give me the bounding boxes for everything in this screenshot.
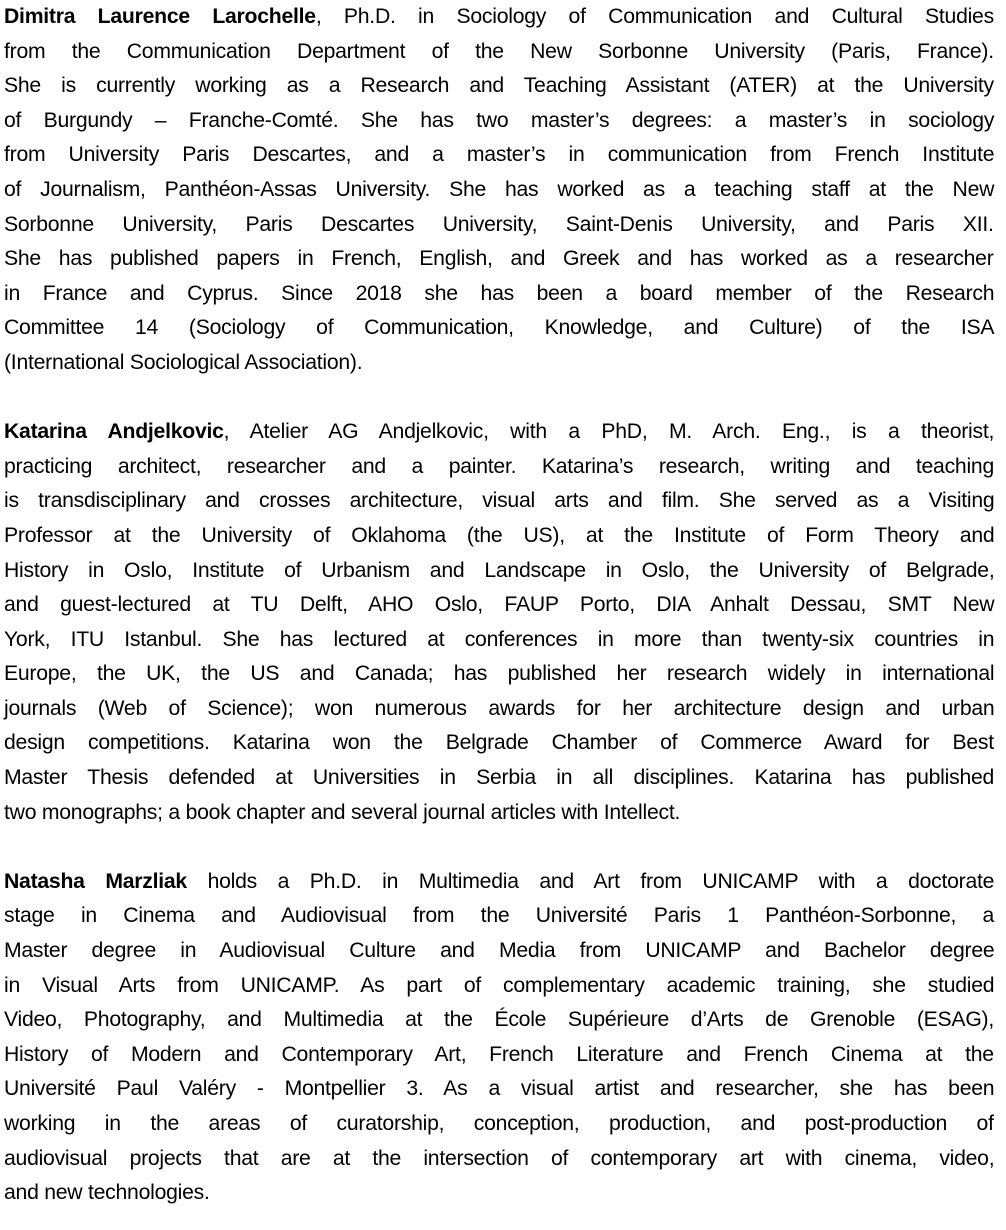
bio-line: She has published papers in French, English, and Greek and has worked as a researcher (4, 247, 994, 271)
bio-line: Committee 14 (Sociology of Communication, Knowledge, and Culture) of the ISA (4, 316, 995, 340)
bio-line (4, 415, 994, 450)
bio-line: working in the areas of curatorship, conception, production, and post-production of (4, 1112, 994, 1135)
bio-line (4, 0, 994, 35)
author-name: Natasha Marzliak (4, 869, 187, 893)
author-name: Katarina Andjelkovic (4, 420, 224, 444)
bio-line: journals (Web of Science); won numerous awards for her architecture design and urban (4, 696, 995, 720)
bio-line: and new technologies. (4, 1181, 210, 1205)
bio-line: from the Communication Department of the New Sorbonne University (Paris, France). (4, 39, 994, 63)
bio-line: Sorbonne University, Paris Descartes University, Saint-Denis University, and Paris XII. (4, 212, 994, 236)
bio-line: Video, Photography, and Multimedia at the École Supérieure d’Arts de Grenoble (ESAG), (4, 1008, 994, 1032)
bio-text: , Atelier AG Andjelkovic, with a PhD, M. Arch. Eng., is a theorist, (223, 420, 995, 444)
bio-line: Professor at the University of Oklahoma (the US), at the Institute of Form Theory and (4, 523, 995, 547)
bio-line: in Visual Arts from UNICAMP. As part of complementary academic training, she studied (4, 973, 995, 997)
bio-text: holds a Ph.D. in Multimedia and Art from UNICAMP with a doctorate (186, 869, 995, 893)
bio-katarina-andjelkovic (4, 415, 994, 830)
bio-line: of Journalism, Panthéon-Assas University. She has worked as a teaching staff at the New (4, 177, 995, 201)
author-name: Dimitra Laurence Larochelle (4, 5, 316, 28)
bio-line: from University Paris Descartes, and a master’s in communication from French Institute (4, 143, 995, 167)
bio-line: practicing architect, researcher and a painter. Katarina’s research, writing and teaching (4, 454, 994, 478)
bio-dimitra-larochelle (4, 0, 994, 381)
bio-line: History of Modern and Contemporary Art, French Literature and French Cinema at the (4, 1042, 994, 1066)
bio-line: Master Thesis defended at Universities in Serbia in all disciplines. Katarina has published (4, 766, 995, 790)
bio-line: and guest-lectured at TU Delft, AHO Oslo, FAUP Porto, DIA Anhalt Dessau, SMT New (4, 593, 995, 617)
bio-line: of Burgundy – Franche-Comté. She has two master’s degrees: a master’s in sociology (4, 108, 995, 132)
paragraph-spacer (4, 830, 994, 865)
bio-line: York, ITU Istanbul. She has lectured at conferences in more than twenty-six countries in (4, 627, 995, 651)
bio-line: is transdisciplinary and crosses architecture, visual arts and film. She served as a Visiting (4, 489, 995, 513)
bio-line: Université Paul Valéry - Montpellier 3. As a visual artist and researcher, she has been (4, 1077, 995, 1101)
bio-line: Master degree in Audiovisual Culture and Media from UNICAMP and Bachelor degree (4, 939, 995, 963)
bio-line: in France and Cyprus. Since 2018 she has been a board member of the Research (4, 281, 995, 305)
bio-line: (International Sociological Association). (4, 350, 363, 374)
bio-line: She is currently working as a Research and Teaching Assistant (ATER) at the University (4, 74, 994, 98)
bio-text: , Ph.D. in Sociology of Communication and Cultural Studies (315, 5, 994, 28)
bio-natasha-marzliak (4, 865, 994, 1211)
bio-line: stage in Cinema and Audiovisual from the Université Paris 1 Panthéon-Sorbonne, a (4, 904, 995, 928)
bio-line: History in Oslo, Institute of Urbanism and Landscape in Oslo, the University of Belgrade, (4, 558, 995, 582)
bio-line (4, 865, 994, 900)
bio-line: Europe, the UK, the US and Canada; has published her research widely in international (4, 662, 995, 686)
bio-line: audiovisual projects that are at the intersection of contemporary art with cinema, video, (4, 1146, 995, 1170)
paragraph-spacer (4, 381, 994, 416)
bio-line: design competitions. Katarina won the Belgrade Chamber of Commerce Award for Best (4, 731, 994, 755)
bio-line: two monographs; a book chapter and several journal articles with Intellect. (4, 800, 681, 824)
